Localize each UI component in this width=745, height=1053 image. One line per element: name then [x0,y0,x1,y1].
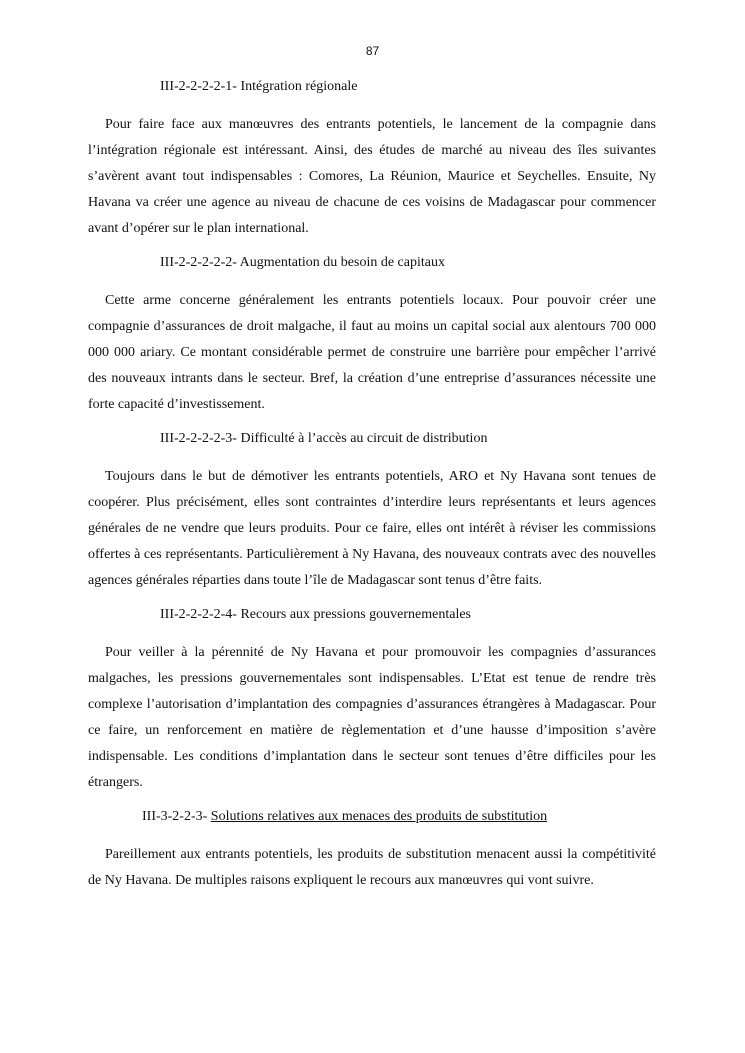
document-body [88,74,656,894]
subsection-heading-produits-substitution [88,804,656,830]
section-paragraph-besoin-capitaux: Cette arme concerne généralement les entrants potentiels locaux. Pour pouvoir créer une compagnie d’assurances de droit malgache, il faut au moins un capital social aux alentours 700 000 000 000 ariary. Ce montant considérable permet de construire une barrière pour empêcher l’arrivé des nouveaux intrants dans le secteur. Bref, la création d’une entreprise d’assurances nécessite une forte capacité d’investissement. [88,293,656,412]
section-heading-circuit-distribution: III-2-2-2-2-3- Difficulté à l’accès au circuit de distribution [160,431,488,446]
subsection-paragraph-produits-substitution: Pareillement aux entrants potentiels, les produits de substitution menacent aussi la compétitivité de Ny Havana. De multiples raisons expliquent le recours aux manœuvres qui vont suivre. [88,847,656,888]
section-paragraph-circuit-distribution: Toujours dans le but de démotiver les entrants potentiels, ARO et Ny Havana sont tenues de coopérer. Plus précisément, elles sont contraintes d’interdire leurs représentants et leurs agences générales de ne vendre que leurs produits. Pour ce faire, elles ont intérêt à réviser les commissions offertes à ces représentants. Particulièrement à Ny Havana, des nouveaux contrats avec des nouvelles agences générales réparties dans toute l’île de Madagascar sont tenus d’être faits. [88,469,656,588]
section-heading-besoin-capitaux: III-2-2-2-2-2- Augmentation du besoin de capitaux [160,255,445,270]
section-paragraph-pressions-gouvernementales: Pour veiller à la pérennité de Ny Havana et pour promouvoir les compagnies d’assurances malgaches, les pressions gouvernementales sont indispensables. L’Etat est tenue de rendre très complexe l’autorisation d’implantation des compagnies d’assurances étrangères à Madagascar. Pour ce faire, un renforcement en matière de règlementation et d’une hausse d’imposition s’avère indispensable. Les conditions d’implantation dans le secteur sont tenues d’être difficiles pour les étrangers. [88,645,656,790]
page-number: 87 [365,44,380,58]
section-heading-pressions-gouvernementales: III-2-2-2-2-4- Recours aux pressions gouvernementales [160,607,472,622]
subsection-number: III-3-2-2-3- [142,809,208,824]
section-heading-integration-regionale: III-2-2-2-2-1- Intégration régionale [160,79,358,94]
section-paragraph-integration-regionale: Pour faire face aux manœuvres des entrants potentiels, le lancement de la compagnie dans l’intégration régionale est intéressant. Ainsi, des études de marché au niveau des îles suivantes s’avèrent avant tout indispensables : Comores, La Réunion, Maurice et Seychelles. Ensuite, Ny Havana va créer une agence au niveau de chacune de ces voisins de Madagascar pour commencer avant d’opérer sur le plan international. [88,117,656,236]
subsection-title: Solutions relatives aux menaces des produits de substitution [210,809,548,824]
